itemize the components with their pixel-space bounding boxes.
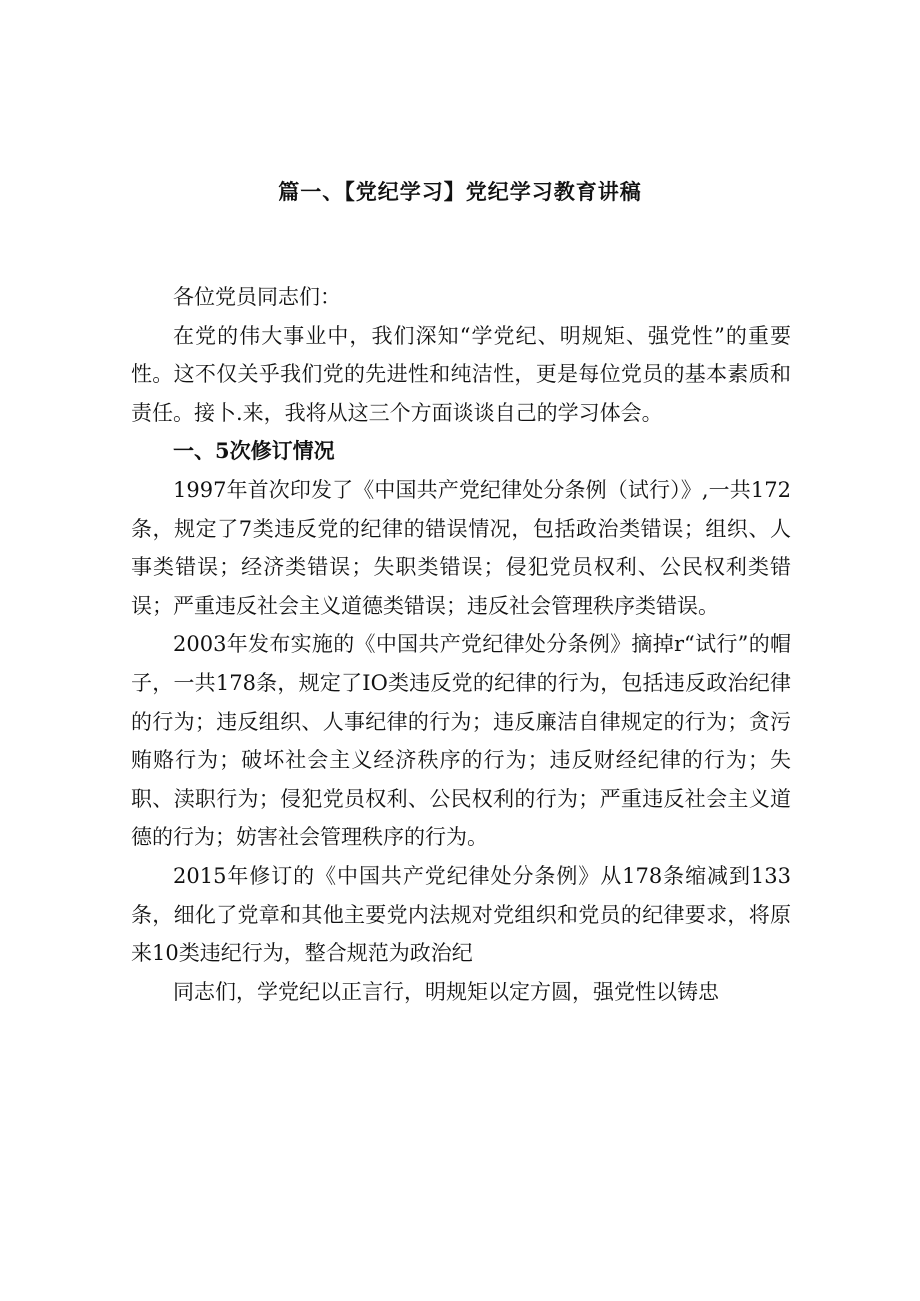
paragraph-1997: 1997年首次印发了《中国共产党纪律处分条例（试行）》,一共172条，规定了7类违反党的纪律的错误情况，包括政治类错误；组织、人事类错误；经济类错误；失职类错误；侵犯党员权利、公民权利类错误；严重违反社会主义道德类错误；违反社会管理秩序类错误。 [131,477,791,618]
paragraph-salutation: 各位党员同志们： [173,285,341,309]
paragraph-2015: 2015年修订的《中国共产党纪律处分条例》从178条缩减到133条，细化了党章和其他主要党内法规对党组织和党员的纪律要求，将原来10类违纪行为，整合规范为政治纪 [131,863,791,966]
paragraph-2003: 2003年发布实施的《中国共产党纪律处分条例》摘掉r“试行”的帽子，一共178条，规定了IO类违反党的纪律的行为，包括违反政治纪律的行为；违反组织、人事纪律的行为；违反廉洁自律规定的行为；贪污贿赂行为；破坏社会主义经济秩序的行为；违反财经纪律的行为；失职、渎职行为；侵犯党员权利、公民权利的行为；严重违反社会主义道德的行为；妨害社会管理秩序的行为。 [131,632,791,850]
document-body [131,278,791,1011]
document-title: 篇一、【党纪学习】党纪学习教育讲稿 [278,179,642,204]
paragraph-closing: 同志们，学党纪以正言行，明规矩以定方圆，强党性以铸忠 [173,979,719,1004]
section-heading: 一、5次修订情况 [173,438,335,464]
paragraph-intro: 在党的伟大事业中，我们深知“学党纪、明规矩、强党性”的重要性。这不仅关乎我们党的先进性和纯洁性，更是每位党员的基本素质和责任。接卜.来，我将从这三个方面谈谈自己的学习体会。 [131,323,791,425]
